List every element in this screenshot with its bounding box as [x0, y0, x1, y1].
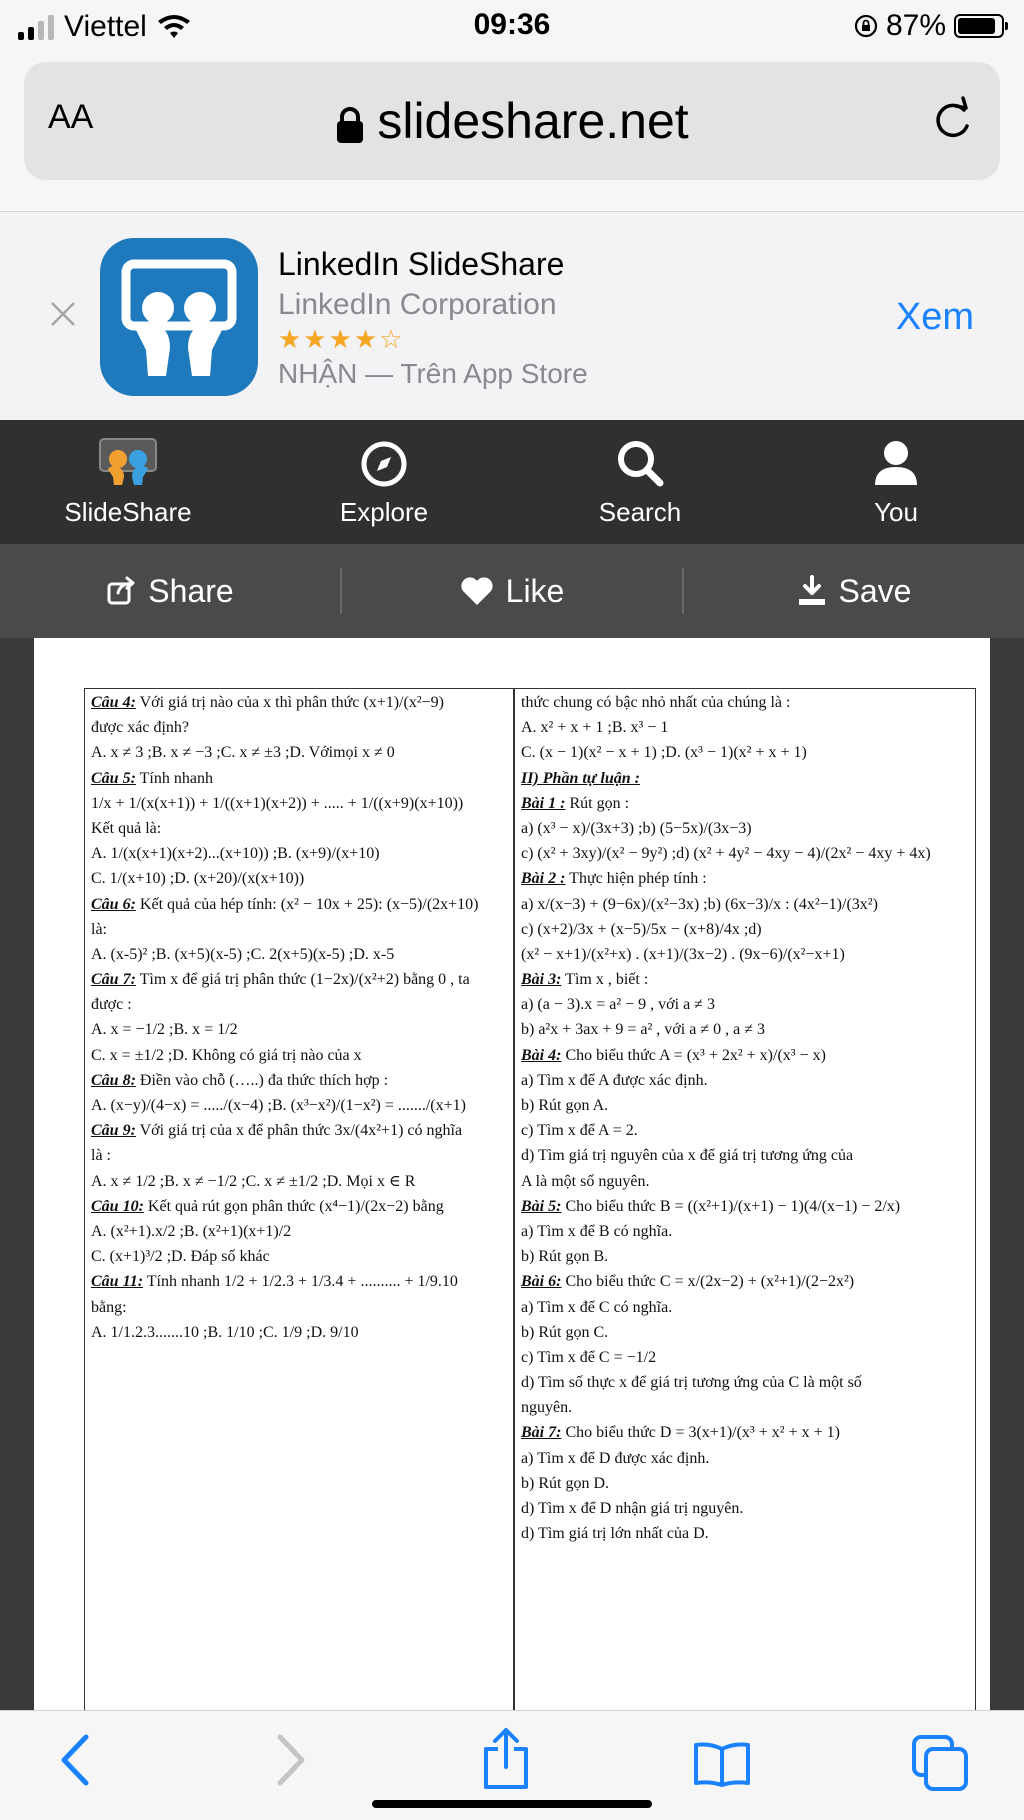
document-line: c) Tìm x để A = 2. — [521, 1122, 638, 1140]
nav-you[interactable] — [768, 420, 1024, 544]
browser-url-area — [0, 50, 1024, 212]
document-line: là : — [91, 1147, 111, 1165]
text-size-label: AA — [48, 98, 94, 136]
app-store-banner — [0, 212, 1024, 420]
document-line: A. 1/(x(x+1)(x+2)...(x+10)) ;B. (x+9)/(x+10) — [91, 845, 380, 863]
document-line: a) (x³ − x)/(3x+3) ;b) (5−5x)/(3x−3) — [521, 819, 752, 837]
document-line: Bài 1 : Rút gọn : — [521, 794, 630, 812]
document-line: Bài 7: Cho biểu thức D = 3(x+1)/(x³ + x² + x + 1) — [521, 1424, 840, 1442]
document-line: d) Tìm số thực x để giá trị tương ứng của C là một số — [521, 1374, 862, 1392]
battery-percent: 87% — [885, 9, 946, 42]
document-line: là: — [91, 920, 107, 938]
carrier-name: Viettel — [64, 10, 147, 43]
rating-stars: ★★★★☆ — [278, 324, 405, 354]
url-bar[interactable] — [24, 62, 1000, 180]
document-line: Câu 5: Tính nhanh — [91, 769, 213, 787]
document-line: d) Tìm giá trị lớn nhất của D. — [521, 1525, 709, 1543]
document-line: Câu 6: Kết quả của hép tính: (x² − 10x + 25): (x−5)/(2x+10) — [91, 895, 479, 913]
document-line: A là một số nguyên. — [521, 1172, 650, 1190]
document-line: a) Tìm x để B có nghĩa. — [521, 1222, 673, 1240]
document-line: d) Tìm giá trị nguyên của x để giá trị tương ứng của — [521, 1147, 854, 1165]
view-app-button[interactable]: Xem — [895, 296, 974, 338]
document-line: c) (x² + 3xy)/(x² − 9y²) ;d) (x² + 4y² − 4xy − 4)/(2x² − 4xy + 4x) — [521, 845, 931, 863]
home-indicator — [372, 1800, 652, 1808]
download-icon — [797, 575, 827, 607]
document-line: A. x ≠ 1/2 ;B. x ≠ −1/2 ;C. x ≠ ±1/2 ;D. Mọi x ∈ R — [91, 1172, 416, 1190]
slideshare-logo-icon — [96, 437, 160, 487]
back-icon[interactable] — [58, 1733, 92, 1787]
battery-info — [854, 9, 1004, 43]
document-line: nguyên. — [521, 1399, 573, 1417]
document-line: A. 1/1.2.3.......10 ;B. 1/10 ;C. 1/9 ;D. 9/10 — [91, 1323, 359, 1341]
document-line: A. x ≠ 3 ;B. x ≠ −3 ;C. x ≠ ±3 ;D. Vớimọi x ≠ 0 — [91, 744, 395, 762]
left-column — [84, 688, 514, 1728]
document-line: (x² − x+1)/(x²+x) . (x+1)/(3x−2) . (9x−6)/(x²−x+1) — [521, 945, 845, 963]
orientation-lock-icon — [854, 14, 878, 38]
nav-label: SlideShare — [64, 497, 192, 527]
slide-page — [34, 638, 990, 1710]
document-line: c) (x+2)/3x + (x−5)/5x − (x+8)/4x ;d) — [521, 920, 762, 938]
save-label: Save — [838, 572, 912, 609]
document-line: a) Tìm x để C có nghĩa. — [521, 1298, 673, 1316]
like-button[interactable] — [342, 573, 682, 610]
close-icon — [50, 301, 76, 327]
document-line: A. (x²+1).x/2 ;B. (x²+1)(x+1)/2 — [91, 1222, 292, 1240]
slideshare-app-icon — [100, 238, 258, 396]
document-line: Bài 2 : Thực hiện phép tính : — [521, 870, 707, 888]
document-line: a) Tìm x để D được xác định. — [521, 1449, 710, 1467]
document-line: Bài 3: Tìm x , biết : — [521, 971, 649, 989]
document-line: Câu 10: Kết quả rút gọn phân thức (x⁴−1)/(2x−2) bằng — [91, 1197, 444, 1215]
save-button[interactable] — [684, 573, 1024, 610]
close-banner-button[interactable] — [50, 294, 76, 334]
nav-label: Search — [598, 497, 682, 527]
document-line: b) Rút gọn C. — [521, 1323, 609, 1341]
url-domain: slideshare.net — [377, 93, 689, 149]
document-line: A. x² + x + 1 ;B. x³ − 1 — [521, 719, 669, 737]
document-line: Câu 4: Với giá trị nào của x thì phân thức (x+1)/(x²−9) — [91, 694, 444, 711]
document-line: C. x = ±1/2 ;D. Không có giá trị nào của x — [91, 1046, 362, 1064]
document-line: Câu 7: Tìm x để giá trị phân thức (1−2x)/(x²+2) bằng 0 , ta — [91, 971, 470, 989]
document-line: Kết quả là: — [91, 819, 162, 837]
document-line: c) Tìm x để C = −1/2 — [521, 1348, 657, 1366]
like-label: Like — [505, 572, 565, 609]
lock-icon — [335, 106, 365, 144]
status-time: 09:36 — [473, 8, 551, 41]
document-line: Câu 11: Tính nhanh 1/2 + 1/2.3 + 1/3.4 + .......... + 1/9.10 — [91, 1273, 458, 1291]
reload-icon[interactable] — [930, 96, 974, 144]
document-line: được : — [91, 996, 132, 1014]
document-viewer[interactable] — [0, 638, 1024, 1710]
document-line: Câu 8: Điền vào chỗ (…..) đa thức thích hợp : — [91, 1071, 389, 1089]
site-nav — [0, 420, 1024, 544]
document-line: bằng: — [91, 1298, 127, 1316]
status-bar — [0, 0, 1024, 50]
share-sheet-icon[interactable] — [480, 1727, 532, 1791]
document-line: a) Tìm x để A được xác định. — [521, 1071, 708, 1089]
heart-icon — [460, 576, 494, 606]
document-line: Câu 9: Với giá trị của x để phân thức 3x/(4x²+1) có nghĩa — [91, 1122, 463, 1140]
document-line: A. (x-5)² ;B. (x+5)(x-5) ;C. 2(x+5)(x-5) ;D. x-5 — [91, 945, 395, 963]
document-line: Bài 6: Cho biểu thức C = x/(2x−2) + (x²+1)/(2−2x²) — [521, 1273, 855, 1291]
nav-label: You — [874, 497, 918, 527]
nav-explore[interactable] — [256, 420, 512, 544]
compass-icon — [361, 441, 407, 487]
document-line: được xác định? — [91, 719, 189, 737]
document-line: b) Rút gọn A. — [521, 1097, 609, 1114]
banner-app-title: LinkedIn SlideShare — [278, 246, 565, 282]
document-line: b) Rút gọn B. — [521, 1248, 609, 1266]
document-line: Bài 4: Cho biểu thức A = (x³ + 2x² + x)/(x³ − x) — [521, 1046, 826, 1064]
action-bar — [0, 544, 1024, 638]
document-line: C. (x+1)³/2 ;D. Đáp số khác — [91, 1248, 270, 1266]
url-field[interactable] — [24, 92, 1000, 150]
share-button[interactable] — [0, 573, 340, 610]
battery-icon — [954, 14, 1004, 38]
document-line: d) Tìm x để D nhận giá trị nguyên. — [521, 1500, 744, 1517]
share-icon — [106, 576, 136, 606]
right-column — [514, 688, 976, 1728]
document-line: C. (x − 1)(x² − x + 1) ;D. (x³ − 1)(x² + x + 1) — [521, 744, 807, 762]
document-line: 1/x + 1/(x(x+1)) + 1/((x+1)(x+2)) + ..... + 1/((x+9)(x+10)) — [91, 794, 464, 812]
app-icon[interactable] — [100, 238, 258, 396]
share-label: Share — [148, 572, 234, 609]
bookmarks-icon[interactable] — [692, 1741, 752, 1787]
document-line: b) a²x + 3ax + 9 = a² , với a ≠ 0 , a ≠ 3 — [521, 1021, 765, 1039]
nav-label: Explore — [339, 497, 429, 527]
nav-search[interactable] — [512, 420, 768, 544]
document-line: C. 1/(x+10) ;D. (x+20)/(x(x+10)) — [91, 870, 305, 888]
banner-subtitle: NHẬN — Trên App Store — [278, 358, 588, 389]
document-line: a) (a − 3).x = a² − 9 , với a ≠ 3 — [521, 996, 715, 1014]
document-line: Bài 5: Cho biểu thức B = ((x²+1)/(x+1) − 1)(4/(x−1) − 2/x) — [521, 1197, 901, 1215]
nav-slideshare[interactable] — [0, 420, 256, 544]
document-line: A. x = −1/2 ;B. x = 1/2 — [91, 1021, 238, 1039]
document-line: thức chung có bậc nhỏ nhất của chúng là : — [521, 694, 791, 711]
document-line: A. (x−y)/(4−x) = ...../(x−4) ;B. (x³−x²)/(1−x²) = ......./(x+1) — [91, 1097, 466, 1114]
tabs-icon[interactable] — [910, 1733, 970, 1793]
document-line: II) Phần tự luận : — [521, 769, 640, 787]
document-line: a) x/(x−3) + (9−6x)/(x²−3x) ;b) (6x−3)/x : (4x²−1)/(3x²) — [521, 895, 878, 913]
document-line: b) Rút gọn D. — [521, 1474, 609, 1492]
user-icon — [873, 439, 919, 487]
search-icon — [616, 439, 664, 487]
forward-icon[interactable] — [274, 1733, 308, 1787]
banner-developer: LinkedIn Corporation — [278, 288, 557, 321]
